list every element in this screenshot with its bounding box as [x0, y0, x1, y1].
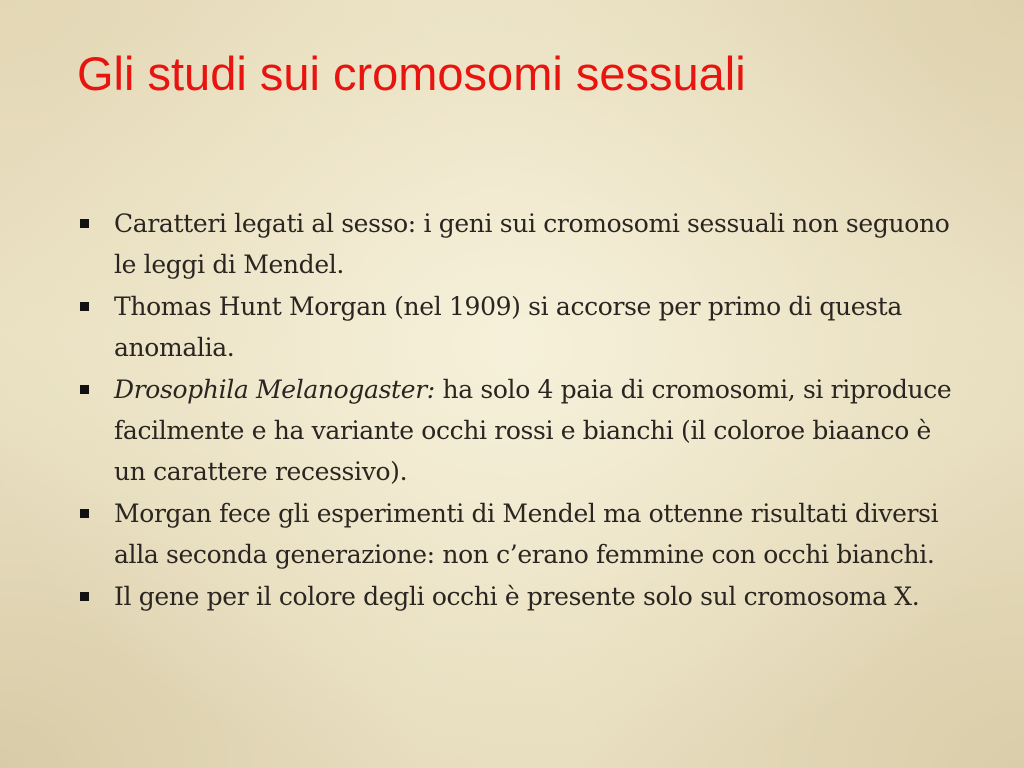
slide-title: Gli studi sui cromosomi sessuali [77, 47, 746, 100]
bullet-item [78, 493, 958, 575]
bullet-text: ha solo 4 paia di cromosomi, si riproduce facilmente e ha variante occhi rossi e bianchi (il coloroe biaanco è un carattere recessivo). [114, 375, 952, 486]
bullet-list [78, 203, 958, 618]
square-bullet-icon [80, 302, 89, 311]
square-bullet-icon [80, 385, 89, 394]
bullet-item [78, 286, 958, 368]
bullet-item [78, 203, 958, 285]
species-name: Drosophila Melanogaster: [114, 375, 435, 404]
bullet-text: Thomas Hunt Morgan (nel 1909) si accorse per primo di questa anomalia. [114, 292, 902, 362]
square-bullet-icon [80, 592, 89, 601]
square-bullet-icon [80, 509, 89, 518]
bullet-text: Morgan fece gli esperimenti di Mendel ma ottenne risultati diversi alla seconda generazione: non c’erano femmine con occhi bianchi. [114, 499, 939, 569]
square-bullet-icon [80, 219, 89, 228]
bullet-item [78, 576, 958, 617]
bullet-text: Il gene per il colore degli occhi è presente solo sul cromosoma X. [114, 582, 920, 611]
bullet-item [78, 369, 958, 492]
bullet-text: Caratteri legati al sesso: i geni sui cromosomi sessuali non seguono le leggi di Mendel. [114, 209, 950, 279]
